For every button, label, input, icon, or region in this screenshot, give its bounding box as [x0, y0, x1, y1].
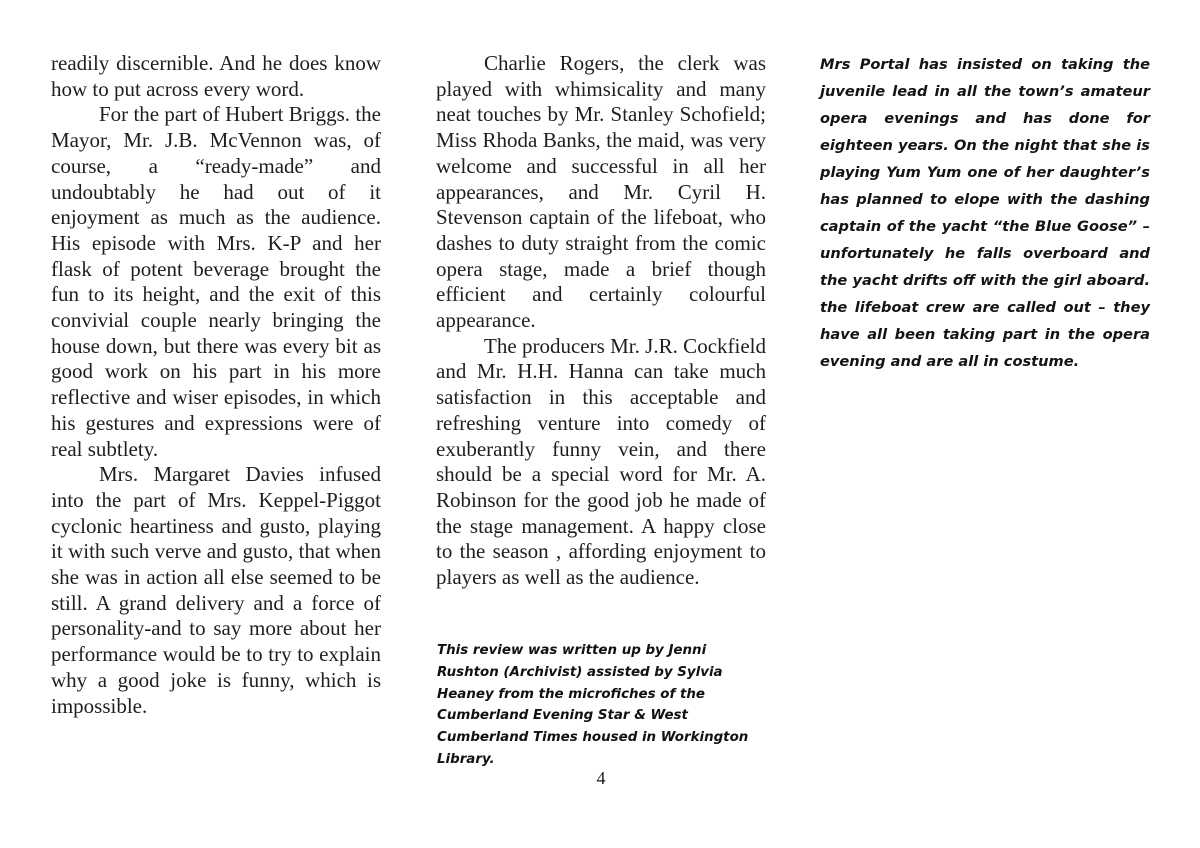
review-paragraph: Mrs. Margaret Davies infused into the part of Mrs. Keppel-Piggot cyclonic heartiness and gusto, playing it with such verve and gusto, that when she was in action all else seemed to be still. A grand delivery and a force of personality-and to say more about her performance would be to try to explain why a good joke is funny, which is impossible. [51, 462, 381, 718]
review-column-1 [51, 51, 381, 719]
plot-synopsis: Mrs Portal has insisted on taking the juvenile lead in all the town’s amateur opera evenings and has done for eighteen years. On the night that she is playing Yum Yum one of her daughter’s has planned to elope with the dashing captain of the yacht “the Blue Goose” – unfortunately he falls overboard and the yacht drifts off with the girl aboard. the lifeboat crew are called out – they have all been taking part in the opera evening and are all in costume. [820, 56, 1150, 370]
review-paragraph: The producers Mr. J.R. Cockfield and Mr. H.H. Hanna can take much satisfaction in this acceptable and refreshing venture into comedy of exuberantly funny vein, and there should be a special word for Mr. A. Robinson for the good job he made of the stage management. A happy close to the season , affording enjoyment to players as well as the audience. [436, 333, 766, 590]
review-credit: This review was written up by Jenni Rushton (Archivist) assisted by Sylvia Heaney from the microfiches of the Cumberland Evening Star & West Cumberland Times housed in Workington Library. [437, 643, 749, 767]
review-paragraph: For the part of Hubert Briggs. the Mayor, Mr. J.B. McVennon was, of course, a “ready-made” and undoubtably he had out of it enjoyment as much as the audience. His episode with Mrs. K-P and her flask of potent beverage brought the fun to its height, and the exit of this convivial couple nearly bringing the house down, but there was every bit as good work on his part in his more reflective and wiser episodes, in which his gestures and expressions were of real subtlety. [51, 102, 381, 461]
review-column-2 [436, 51, 766, 591]
synopsis-column [820, 51, 1150, 375]
page-number: 4 [596, 768, 606, 788]
review-paragraph: readily discernible. And he does know how to put across every word. [51, 51, 381, 101]
review-paragraph: Charlie Rogers, the clerk was played with whimsicality and many neat touches by Mr. Stanley Schofield; Miss Rhoda Banks, the maid, was very welcome and successful in all her appearances, and Mr. Cyril H. Stevenson captain of the lifeboat, who dashes to duty straight from the comic opera stage, made a brief though efficient and certainly colourful appearance. [436, 51, 766, 333]
